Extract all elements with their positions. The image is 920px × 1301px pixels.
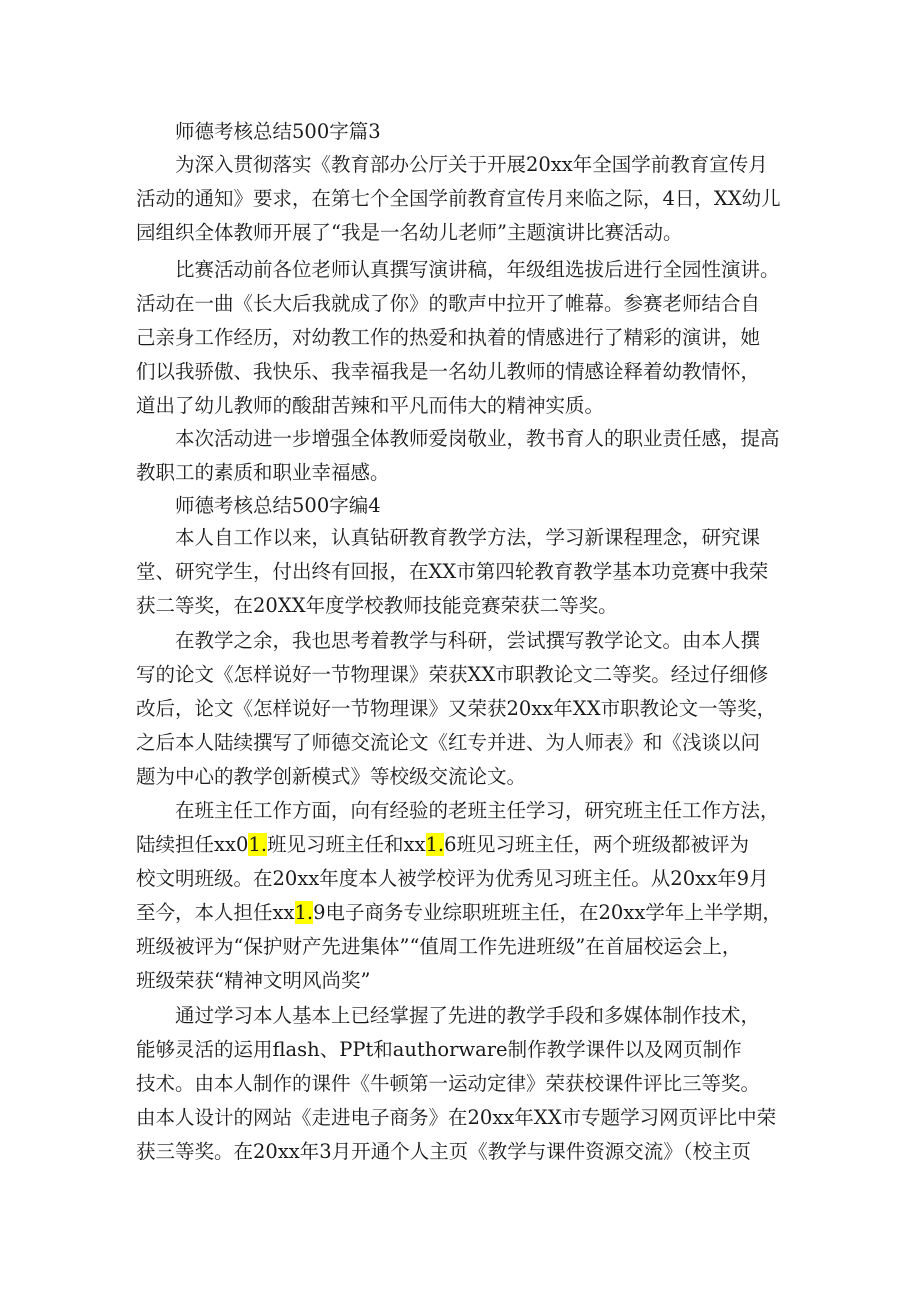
paragraph-line: 本人自工作以来，认真钻研教育教学方法，学习新课程理念，研究课: [175, 526, 761, 549]
paragraph-line: [136, 898, 782, 928]
paragraph-line: 改后，论文《怎样说好一节物理课》又荣获20xx年XX市职教论文一等奖，: [136, 697, 777, 720]
paragraph-line: 之后本人陆续撰写了师德交流论文《红专并进、为人师表》和《浅谈以问: [136, 731, 761, 754]
paragraph-line: 校文明班级。在20xx年度本人被学校评为优秀见习班主任。从20xx年9月: [136, 867, 769, 890]
paragraph-line: 能够灵活的运用flash、PPt和authorware制作教学课件以及网页制作: [136, 1038, 742, 1061]
highlighted-text: 1.: [294, 901, 314, 924]
paragraph-line: 教职工的素质和职业幸福感。: [136, 461, 390, 484]
paragraph-line: 己亲身工作经历，对幼教工作的热爱和执着的情感进行了精彩的演讲，她: [136, 326, 761, 349]
text-segment: 陆续担任xx0: [136, 833, 249, 856]
paragraph-line: 写的论文《怎样说好一节物理课》荣获XX市职教论文二等奖。经过仔细修: [136, 663, 769, 686]
text-segment: 6班见习班主任，两个班级都被评为: [444, 833, 750, 856]
paragraph-line: 通过学习本人基本上已经掌握了先进的教学手段和多媒体制作技术，: [175, 1004, 761, 1027]
paragraph-line: 在班主任工作方面，向有经验的老班主任学习，研究班主任工作方法，: [175, 799, 780, 822]
paragraph-line: 堂、研究学生，付出终有回报，在XX市第四轮教育教学基本功竞赛中我荣: [136, 560, 769, 583]
paragraph-line: 班级被评为“保护财产先进集体”“值周工作先进班级”在首届校运会上，: [136, 935, 742, 958]
text-segment: 班见习班主任和xx: [267, 833, 426, 856]
text-segment: 至今，本人担任xx: [136, 901, 295, 924]
section-heading: 师德考核总结500字编4: [175, 494, 381, 517]
highlighted-text: 1.: [248, 833, 268, 856]
highlighted-text: 1.: [425, 833, 445, 856]
paragraph-line: 活动在一曲《长大后我就成了你》的歌声中拉开了帷幕。参赛老师结合自: [136, 292, 761, 315]
paragraph-line: 活动的通知》要求，在第七个全国学前教育宣传月来临之际，4日，XX幼儿: [136, 187, 781, 210]
paragraph-line: 由本人设计的网站《走进电子商务》在20xx年XX市专题学习网页评比中荣: [136, 1106, 777, 1129]
paragraph-line: 比赛活动前各位老师认真撰写演讲稿，年级组选拔后进行全园性演讲。: [175, 258, 780, 281]
paragraph-line: 获二等奖，在20XX年度学校教师技能竞赛荣获二等奖。: [136, 594, 618, 617]
paragraph-line: 在教学之余，我也思考着教学与科研，尝试撰写教学论文。由本人撰: [175, 629, 761, 652]
section-heading: 师德考核总结500字篇3: [175, 120, 381, 143]
paragraph-line: 道出了幼儿教师的酸甜苦辣和平凡而伟大的精神实质。: [136, 394, 605, 417]
paragraph-line: 本次活动进一步增强全体教师爱岗敬业，教书育人的职业责任感，提高: [175, 427, 780, 450]
paragraph-line: [136, 830, 749, 860]
paragraph-line: 班级荣获“精神文明风尚奖”: [136, 969, 371, 992]
paragraph-line: 们以我骄傲、我快乐、我幸福我是一名幼儿教师的情感诠释着幼教情怀，: [136, 360, 761, 383]
paragraph-line: 园组织全体教师开展了“我是一名幼儿老师”主题演讲比赛活动。: [136, 221, 683, 244]
paragraph-line: 题为中心的教学创新模式》等校级交流论文。: [136, 765, 527, 788]
paragraph-line: 为深入贯彻落实《教育部办公厅关于开展20xx年全国学前教育宣传月: [175, 153, 768, 176]
text-segment: 9电子商务专业综职班班主任，在20xx学年上半学期，: [313, 901, 782, 924]
paragraph-line: 获三等奖。在20xx年3月开通个人主页《教学与课件资源交流》（校主页: [136, 1140, 751, 1163]
paragraph-line: 技术。由本人制作的课件《牛顿第一运动定律》荣获校课件评比三等奖。: [136, 1072, 761, 1095]
